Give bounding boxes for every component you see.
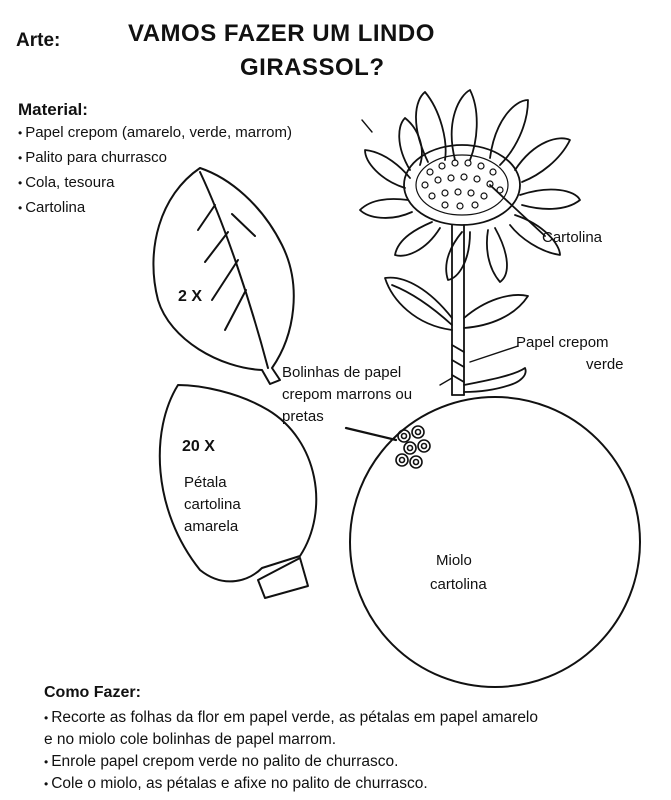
instructions-heading: Como Fazer: [44, 684, 141, 701]
material-item: • Papel crepom (amarelo, verde, marrom) [18, 124, 292, 142]
material-heading: Material: [18, 100, 88, 119]
balls-callout-line: Bolinhas de papel [282, 364, 402, 381]
petal-label-line: amarela [184, 518, 239, 535]
petal-label-line: Pétala [184, 474, 227, 491]
material-item: • Cartolina [18, 199, 85, 217]
stem-callout-line: Papel crepom [516, 334, 609, 351]
page-title-line-1: VAMOS FAZER UM LINDO [128, 20, 435, 47]
balls-callout-line: pretas [282, 408, 324, 425]
petal-count-label: 20 X [182, 438, 215, 455]
center-callout-label: Cartolina [542, 229, 603, 246]
material-item: • Palito para churrasco [18, 149, 167, 167]
leaf-template-icon [153, 168, 293, 384]
instruction-step: • Recorte as folhas da flor em papel verde, as pétalas em papel amarelo [44, 708, 538, 728]
sunflower-icon [360, 90, 580, 282]
leaf-count-label: 2 X [178, 288, 203, 305]
core-label-line: Miolo [436, 552, 472, 569]
subject-label: Arte: [16, 30, 61, 51]
balls-callout-line: crepom marrons ou [282, 386, 413, 403]
petal-label-line: cartolina [184, 496, 241, 513]
material-item: • Cola, tesoura [18, 174, 114, 192]
instruction-step: e no miolo cole bolinhas de papel marrom. [44, 731, 337, 748]
stem-callout-line: verde [586, 356, 624, 373]
core-label-line: cartolina [430, 576, 487, 593]
instruction-step: • Cole o miolo, as pétalas e afixe no palito de churrasco. [44, 774, 428, 794]
page-title-line-2: GIRASSOL? [240, 54, 385, 81]
instruction-step: • Enrole papel crepom verde no palito de churrasco. [44, 752, 398, 772]
